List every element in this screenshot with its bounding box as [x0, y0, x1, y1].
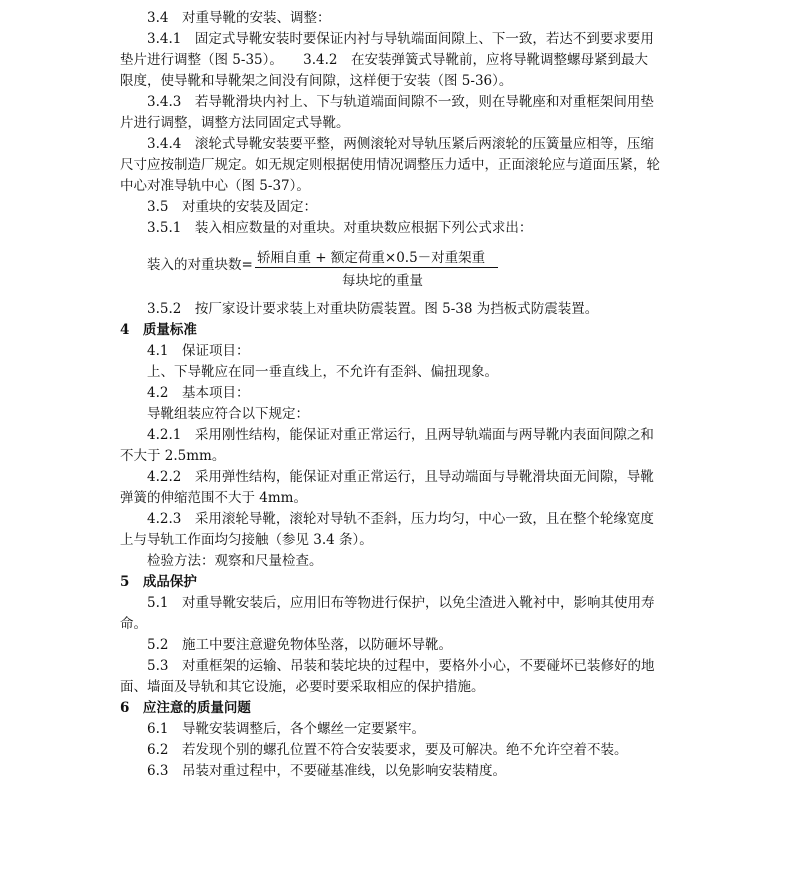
para-4-1: 上、下导靴应在同一垂直线上，不允许有歪斜、偏扭现象。 — [147, 364, 498, 380]
section-4-2: 4.2 基本项目： — [147, 385, 250, 401]
para-4-2-1: 4.2.1 采用刚性结构，能保证对重正常运行，且两导轨端面与两导靴内表面间隙之和 — [147, 427, 654, 443]
section-3-5: 3.5 对重块的安装及固定： — [147, 199, 317, 215]
formula-lhs: 装入的对重块数= — [147, 257, 253, 273]
formula-numerator: 轿厢自重 + 额定荷重×0.5－对重架重 — [257, 250, 486, 266]
inspection-method: 检验方法：观察和尺量检查。 — [147, 553, 323, 569]
para-5-2: 5.2 施工中要注意避免物体坠落，以防砸坏导靴。 — [147, 637, 452, 653]
counterweight-formula — [147, 248, 547, 290]
para-6-2: 6.2 若发现个别的螺孔位置不符合安装要求，要及可解决。绝不允许空着不装。 — [147, 742, 628, 758]
para-4-2-3: 4.2.3 采用滚轮导靴，滚轮对导轨不歪斜，压力均匀，中心一致，且在整个轮缘宽度 — [147, 511, 654, 527]
para-4-2: 导靴组装应符合以下规定： — [147, 406, 309, 422]
para-3-4-2-cont: 限度，使导靴和导靴架之间没有间隙，这样便于安装（图 5-36）。 — [120, 73, 513, 89]
para-5-1-cont: 命。 — [120, 616, 147, 632]
para-5-3: 5.3 对重框架的运输、吊装和装坨块的过程中，要格外小心，不要碰坏已装修好的地 — [147, 658, 655, 674]
para-6-1: 6.1 导靴安装调整后，各个螺丝一定要紧牢。 — [147, 721, 425, 737]
para-6-3: 6.3 吊装对重过程中，不要碰基准线，以免影响安装精度。 — [147, 763, 506, 779]
para-3-4-4: 3.4.4 滚轮式导靴安装要平整，两侧滚轮对导轨压紧后两滚轮的压簧量应相等，压缩 — [147, 136, 654, 152]
heading-5: 5 成品保护 — [120, 574, 197, 590]
para-3-4-1-cont: 垫片进行调整（图 5-35）。 3.4.2 在安装弹簧式导靴前，应将导靴调整螺母紧到最大 — [120, 52, 648, 68]
para-3-5-2: 3.5.2 按厂家设计要求装上对重块防震装置。图 5-38 为挡板式防震装置。 — [147, 301, 599, 317]
para-3-4-4-cont: 尺寸应按制造厂规定。如无规定则根据使用情况调整压力适中，正面滚轮应与道面压紧，轮 — [120, 157, 660, 173]
para-4-2-3-cont: 上与导轨工作面均匀接触（参见 3.4 条）。 — [120, 532, 373, 548]
para-4-2-2-cont: 弹簧的伸缩范围不大于 4mm。 — [120, 490, 307, 506]
para-3-5-1: 3.5.1 装入相应数量的对重块。对重块数应根据下列公式求出： — [147, 220, 533, 236]
para-3-4-1: 3.4.1 固定式导靴安装时要保证内衬与导轨端面间隙上、下一致，若达不到要求要用 — [147, 31, 654, 47]
section-4-1: 4.1 保证项目： — [147, 343, 250, 359]
para-4-2-2: 4.2.2 采用弹性结构，能保证对重正常运行，且导动端面与导靴滑块面无间隙，导靴 — [147, 469, 654, 485]
para-5-3-cont: 面、墙面及导轨和其它设施，必要时要采取相应的保护措施。 — [120, 679, 485, 695]
para-3-4-3-cont: 片进行调整，调整方法同固定式导靴。 — [120, 115, 350, 131]
section-3-4: 3.4 对重导靴的安装、调整： — [147, 10, 331, 26]
para-3-4-4-cont2: 中心对准导轨中心（图 5-37）。 — [120, 178, 310, 194]
heading-6: 6 应注意的质量问题 — [120, 700, 251, 716]
formula-fraction-bar — [255, 267, 498, 268]
para-5-1: 5.1 对重导靴安装后，应用旧布等物进行保护，以免尘渣进入靴衬中，影响其使用寿 — [147, 595, 655, 611]
heading-4: 4 质量标准 — [120, 322, 197, 338]
para-4-2-1-cont: 不大于 2.5mm。 — [120, 448, 226, 464]
para-3-4-3: 3.4.3 若导靴滑块内衬上、下与轨道端面间隙不一致，则在导靴座和对重框架间用垫 — [147, 94, 654, 110]
formula-denominator: 每块坨的重量 — [342, 273, 423, 289]
